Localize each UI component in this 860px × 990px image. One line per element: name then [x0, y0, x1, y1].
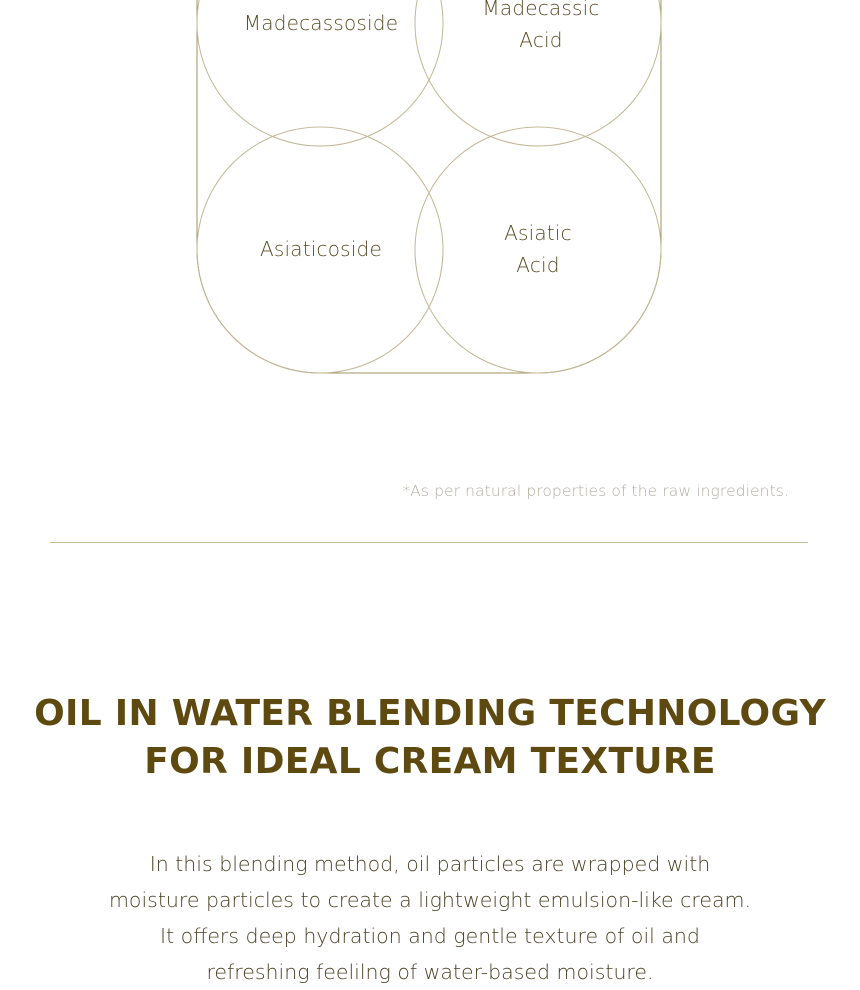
body-line-2: moisture particles to create a lightweight emulsion-like cream. [108, 888, 752, 912]
label-asiatic-acid [438, 217, 638, 281]
ingredient-diagram [0, 0, 860, 400]
body-line-1: In this blending method, oil particles are wrapped with [149, 852, 711, 876]
label-madecassic-acid [441, 0, 641, 56]
label-line: Madecassoside [243, 11, 399, 35]
body-line-3: It offers deep hydration and gentle texture of oil and [160, 924, 700, 948]
label-line: Acid [519, 28, 563, 52]
label-line: Asiaticoside [260, 237, 382, 261]
body-paragraph [0, 846, 860, 990]
body-line-4: refreshing feelilng of water-based moisture. [206, 960, 654, 984]
headline-line-1: OIL IN WATER BLENDING TECHNOLOGY [34, 693, 826, 734]
section-divider [50, 542, 808, 543]
ingredient-diagram-graphic [0, 0, 860, 400]
label-line: Madecassic [482, 0, 600, 20]
label-madecassoside [221, 7, 421, 39]
section-headline [0, 690, 860, 786]
label-line: Acid [516, 253, 560, 277]
headline-line-2: FOR IDEAL CREAM TEXTURE [144, 741, 716, 782]
label-asiaticoside [221, 233, 421, 265]
label-line: Asiatic [504, 221, 572, 245]
footnote: *As per natural properties of the raw ingredients. [402, 482, 789, 500]
